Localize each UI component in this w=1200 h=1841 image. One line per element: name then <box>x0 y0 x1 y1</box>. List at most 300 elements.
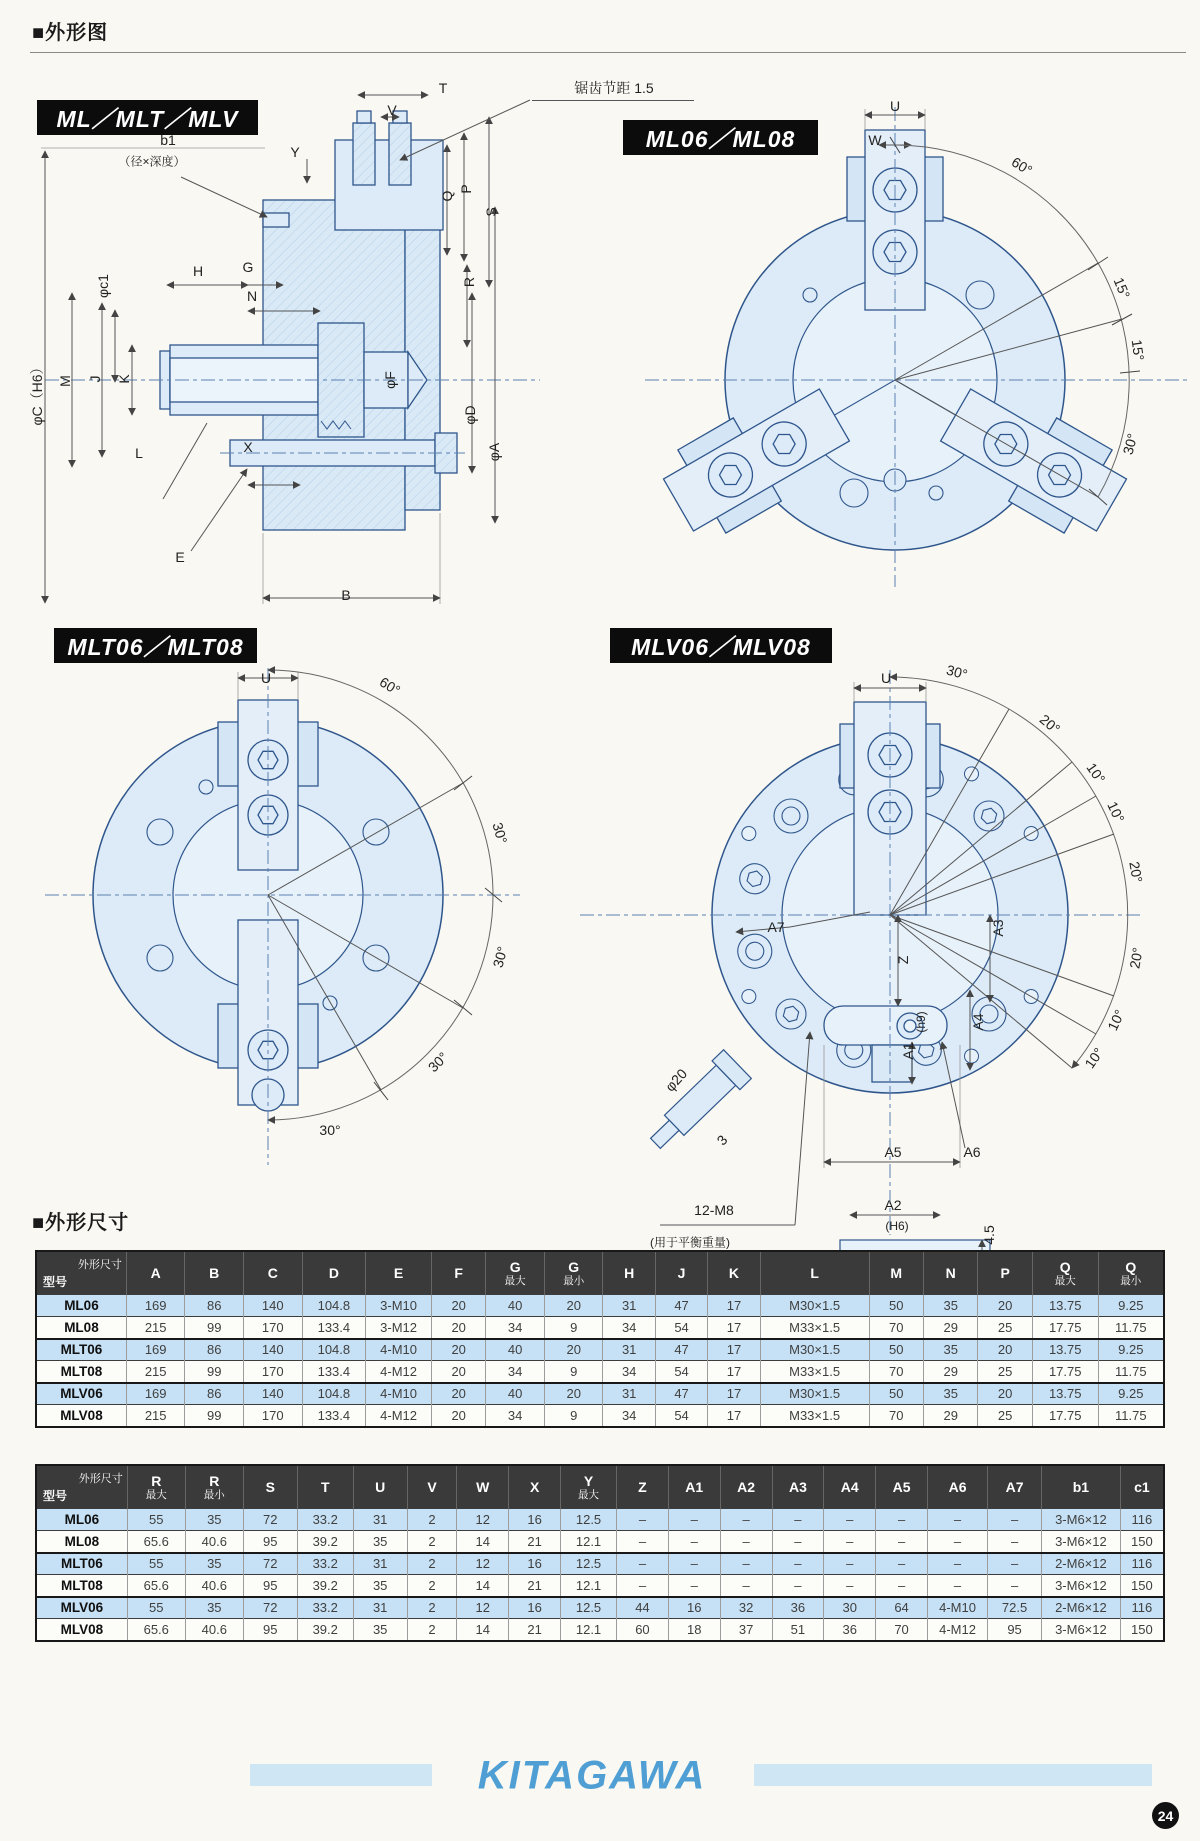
col-header-c1: c1 <box>1120 1465 1164 1509</box>
cell: – <box>668 1553 720 1575</box>
cell: 34 <box>486 1405 545 1427</box>
dim-label-h9: (h9) <box>914 1011 928 1033</box>
col-header-B: B <box>185 1251 244 1295</box>
col-header-Z: Z <box>617 1465 669 1509</box>
cell: 150 <box>1120 1575 1164 1597</box>
angle-label: 30° <box>319 1122 341 1138</box>
dim-label-a2: A2 <box>884 1197 902 1213</box>
col-header-J: J <box>655 1251 707 1295</box>
cell: 39.2 <box>297 1531 353 1553</box>
cell: 51 <box>772 1619 824 1641</box>
cell: 32 <box>720 1597 772 1619</box>
col-header-E: E <box>366 1251 432 1295</box>
cell: – <box>720 1575 772 1597</box>
cell: 65.6 <box>127 1531 185 1553</box>
cell: 4-M12 <box>366 1405 432 1427</box>
dim-label-phi-f: φF <box>382 371 398 389</box>
angle-label: 15° <box>1128 338 1148 362</box>
col-header-L: L <box>760 1251 869 1295</box>
cell: – <box>720 1553 772 1575</box>
chuck-body-section <box>160 111 457 530</box>
col-header-A1: A1 <box>668 1465 720 1509</box>
dim-label-r: R <box>461 276 477 288</box>
cell: 40 <box>486 1339 545 1361</box>
cell: 34 <box>486 1317 545 1339</box>
col-header-N: N <box>923 1251 977 1295</box>
cell: – <box>927 1553 987 1575</box>
dimensions-table-2 <box>35 1464 1165 1642</box>
cell: 11.75 <box>1098 1317 1164 1339</box>
angle-label: 30° <box>1119 431 1141 457</box>
angle-label: 30° <box>424 1048 452 1076</box>
cell: 72 <box>243 1597 297 1619</box>
badge-ml06-ml08: ML06／ML08 <box>623 120 818 155</box>
angle-label: 20° <box>1126 946 1146 970</box>
cell: 33.2 <box>297 1509 353 1531</box>
cell: 13.75 <box>1032 1295 1098 1317</box>
cell: – <box>824 1509 876 1531</box>
dim-label-phi-a: φA <box>486 442 502 462</box>
cell: 2 <box>407 1509 457 1531</box>
cell: 2 <box>407 1575 457 1597</box>
dim-label-3: 3 <box>713 1131 731 1149</box>
row-model: ML08 <box>36 1317 126 1339</box>
cell: 20 <box>431 1317 485 1339</box>
footer-bar-right <box>754 1764 1152 1786</box>
table-row-MLV06 <box>36 1383 1164 1405</box>
cell: 55 <box>127 1597 185 1619</box>
dim-label-n: N <box>246 288 258 304</box>
row-model: ML06 <box>36 1509 127 1531</box>
row-model: MLT08 <box>36 1575 127 1597</box>
cell: 2-M6×12 <box>1042 1597 1121 1619</box>
cell: – <box>988 1509 1042 1531</box>
angle-label: 10° <box>1104 1007 1128 1033</box>
divider <box>30 52 1186 53</box>
cell: – <box>927 1509 987 1531</box>
cell: 13.75 <box>1032 1383 1098 1405</box>
cell: 34 <box>603 1405 655 1427</box>
cell: 3-M6×12 <box>1042 1575 1121 1597</box>
dim-label-t: T <box>438 80 448 96</box>
dim-label-a1: A1 <box>900 1042 916 1060</box>
badge-mlv06-mlv08: MLV06／MLV08 <box>610 628 832 663</box>
dim-label-l: L <box>135 445 143 461</box>
dim-label-saw-pitch: 锯齿节距 1.5 <box>574 80 654 96</box>
cell: 35 <box>353 1619 407 1641</box>
cell: 35 <box>923 1339 977 1361</box>
row-model: MLT08 <box>36 1361 126 1383</box>
page-number: 24 <box>1152 1802 1179 1829</box>
cell: 140 <box>243 1383 302 1405</box>
cell: 169 <box>126 1383 185 1405</box>
cell: 16 <box>509 1509 561 1531</box>
cell: 25 <box>978 1405 1032 1427</box>
cell: 20 <box>431 1361 485 1383</box>
cell: M33×1.5 <box>760 1405 869 1427</box>
col-header-K: K <box>708 1251 760 1295</box>
dim-label-v: V <box>387 102 397 118</box>
cell: 21 <box>509 1531 561 1553</box>
cell: 3-M6×12 <box>1042 1509 1121 1531</box>
dim-label-4-5: 4.5 <box>981 1225 997 1245</box>
cell: 17 <box>708 1295 760 1317</box>
angle-label: 10° <box>1083 759 1109 787</box>
cell: 29 <box>923 1405 977 1427</box>
cell: 20 <box>544 1383 603 1405</box>
table-row-MLV08 <box>36 1619 1164 1641</box>
row-model: MLV08 <box>36 1619 127 1641</box>
dim-label-m: M <box>57 375 73 387</box>
dim-label-a3: A3 <box>990 919 1006 937</box>
cell: 44 <box>617 1597 669 1619</box>
col-header-G: G 最小 <box>544 1251 603 1295</box>
cell: 9 <box>544 1317 603 1339</box>
angle-label: 30° <box>489 944 511 970</box>
cell: 3-M6×12 <box>1042 1619 1121 1641</box>
col-header-b1: b1 <box>1042 1465 1121 1509</box>
col-header-G: G 最大 <box>486 1251 545 1295</box>
cell: 140 <box>243 1295 302 1317</box>
cell: – <box>617 1553 669 1575</box>
cell: 47 <box>655 1295 707 1317</box>
cell: 4-M12 <box>927 1619 987 1641</box>
dim-label-x: X <box>243 439 253 455</box>
col-header-H: H <box>603 1251 655 1295</box>
drawing-section-view <box>15 55 560 615</box>
dim-label-b1: b1 <box>160 132 176 148</box>
cell: 29 <box>923 1361 977 1383</box>
angle-label: 60° <box>376 673 404 699</box>
cell: – <box>617 1509 669 1531</box>
cell: 40.6 <box>185 1575 243 1597</box>
col-header-A: A <box>126 1251 185 1295</box>
dim-label-q: Q <box>439 190 455 202</box>
cell: 47 <box>655 1383 707 1405</box>
cell: 35 <box>185 1553 243 1575</box>
section-title-dimensions: ■外形尺寸 <box>32 1212 130 1234</box>
cell: 65.6 <box>127 1619 185 1641</box>
cell: 20 <box>431 1339 485 1361</box>
dim-label-y: Y <box>290 144 300 160</box>
cell: 215 <box>126 1405 185 1427</box>
row-model: MLV08 <box>36 1405 126 1427</box>
cell: 20 <box>431 1383 485 1405</box>
cell: 169 <box>126 1339 185 1361</box>
table-row-MLT06 <box>36 1553 1164 1575</box>
cell: 20 <box>544 1339 603 1361</box>
cell: 12 <box>457 1597 509 1619</box>
cell: 116 <box>1120 1597 1164 1619</box>
cell: 4-M12 <box>366 1361 432 1383</box>
dim-label-h6: (H6) <box>885 1219 909 1233</box>
cell: 37 <box>720 1619 772 1641</box>
row-model: ML06 <box>36 1295 126 1317</box>
cell: 47 <box>655 1339 707 1361</box>
dim-label-12m8: 12-M8 <box>694 1202 734 1218</box>
footer-bar-left <box>250 1764 432 1786</box>
cell: 31 <box>353 1553 407 1575</box>
col-header-A2: A2 <box>720 1465 772 1509</box>
row-model: MLT06 <box>36 1553 127 1575</box>
cell: 50 <box>869 1383 923 1405</box>
cell: 3-M6×12 <box>1042 1531 1121 1553</box>
cell: 12 <box>457 1553 509 1575</box>
cell: 72.5 <box>988 1597 1042 1619</box>
table-row-MLT08 <box>36 1575 1164 1597</box>
cell: 31 <box>353 1509 407 1531</box>
brand-logo: KITAGAWA <box>477 1753 707 1798</box>
cell: 39.2 <box>297 1619 353 1641</box>
dim-label-b: B <box>341 587 351 603</box>
cell: 65.6 <box>127 1575 185 1597</box>
cell: 55 <box>127 1553 185 1575</box>
cell: 20 <box>978 1383 1032 1405</box>
cell: 17 <box>708 1361 760 1383</box>
dim-label-u: U <box>889 98 901 114</box>
row-model: ML08 <box>36 1531 127 1553</box>
cell: 25 <box>978 1361 1032 1383</box>
col-header-V: V <box>407 1465 457 1509</box>
cell: 29 <box>923 1317 977 1339</box>
col-header-P: P <box>978 1251 1032 1295</box>
cell: – <box>772 1509 824 1531</box>
table-row-ML06 <box>36 1509 1164 1531</box>
table-row-MLV08 <box>36 1405 1164 1427</box>
cell: 39.2 <box>297 1575 353 1597</box>
col-header-Q: Q 最小 <box>1098 1251 1164 1295</box>
cell: – <box>876 1531 928 1553</box>
cell: 20 <box>431 1405 485 1427</box>
cell: 50 <box>869 1295 923 1317</box>
cell: 99 <box>185 1405 244 1427</box>
row-model: MLV06 <box>36 1383 126 1405</box>
dim-label-a6: A6 <box>963 1144 981 1160</box>
cell: 17.75 <box>1032 1361 1098 1383</box>
cell: 12.1 <box>561 1619 617 1641</box>
cell: – <box>988 1553 1042 1575</box>
cell: 17 <box>708 1339 760 1361</box>
cell: 150 <box>1120 1619 1164 1641</box>
dim-label-phi20: φ20 <box>661 1065 691 1095</box>
angle-label: 10° <box>1104 799 1128 825</box>
cell: 40 <box>486 1383 545 1405</box>
cell: 104.8 <box>302 1295 366 1317</box>
cell: 54 <box>655 1405 707 1427</box>
cell: 104.8 <box>302 1339 366 1361</box>
cell: – <box>720 1509 772 1531</box>
cell: 2 <box>407 1597 457 1619</box>
cell: 104.8 <box>302 1383 366 1405</box>
col-header-R: R 最大 <box>127 1465 185 1509</box>
cell: 72 <box>243 1509 297 1531</box>
cell: 11.75 <box>1098 1361 1164 1383</box>
cell: 20 <box>978 1339 1032 1361</box>
dim-label-phi-c: φC（H6） <box>29 360 45 426</box>
cell: 12.1 <box>561 1575 617 1597</box>
table-row-MLV06 <box>36 1597 1164 1619</box>
cell: 2 <box>407 1619 457 1641</box>
dim-label-j: J <box>87 375 103 383</box>
cell: 34 <box>603 1361 655 1383</box>
cell: 215 <box>126 1361 185 1383</box>
cell: 34 <box>486 1361 545 1383</box>
cell: 2 <box>407 1531 457 1553</box>
table-row-MLT08 <box>36 1361 1164 1383</box>
cell: 35 <box>353 1531 407 1553</box>
dim-label-h: H <box>192 263 204 279</box>
cell: – <box>772 1531 824 1553</box>
cell: 50 <box>869 1339 923 1361</box>
col-header-X: X <box>509 1465 561 1509</box>
cell: 116 <box>1120 1509 1164 1531</box>
cell: – <box>668 1531 720 1553</box>
cell: 9.25 <box>1098 1295 1164 1317</box>
cell: 140 <box>243 1339 302 1361</box>
cell: 9.25 <box>1098 1339 1164 1361</box>
cell: 170 <box>243 1317 302 1339</box>
cell: 9.25 <box>1098 1383 1164 1405</box>
cell: 30 <box>824 1597 876 1619</box>
cell: – <box>927 1531 987 1553</box>
cell: – <box>876 1553 928 1575</box>
dim-label-z: Z <box>895 955 911 965</box>
angle-label: 20° <box>1036 711 1064 737</box>
col-header-T: T <box>297 1465 353 1509</box>
col-header-A3: A3 <box>772 1465 824 1509</box>
cell: 12.5 <box>561 1509 617 1531</box>
angle-label: 20° <box>1126 860 1146 884</box>
cell: M33×1.5 <box>760 1317 869 1339</box>
col-header-A7: A7 <box>988 1465 1042 1509</box>
cell: 35 <box>353 1575 407 1597</box>
cell: 31 <box>353 1597 407 1619</box>
dim-label-w: W <box>868 132 882 148</box>
cell: 18 <box>668 1619 720 1641</box>
cell: 170 <box>243 1405 302 1427</box>
cell: – <box>617 1575 669 1597</box>
dim-label-balance-note: (用于平衡重量) <box>650 1235 730 1250</box>
cell: – <box>876 1509 928 1531</box>
cell: 70 <box>869 1361 923 1383</box>
cell: 14 <box>457 1531 509 1553</box>
cell: 36 <box>824 1619 876 1641</box>
leader-line <box>532 100 694 101</box>
cell: 34 <box>603 1317 655 1339</box>
col-header-C: C <box>243 1251 302 1295</box>
cell: 20 <box>978 1295 1032 1317</box>
balance-bolt-side-view <box>642 1050 752 1158</box>
cell: 133.4 <box>302 1317 366 1339</box>
cell: – <box>668 1509 720 1531</box>
cell: 12.5 <box>561 1597 617 1619</box>
cell: – <box>824 1553 876 1575</box>
table-corner-header: 外形尺寸 型号 <box>36 1465 127 1509</box>
dim-label-u: U <box>880 670 892 686</box>
cell: 14 <box>457 1575 509 1597</box>
cell: 40 <box>486 1295 545 1317</box>
col-header-A6: A6 <box>927 1465 987 1509</box>
cell: 20 <box>431 1295 485 1317</box>
cell: 21 <box>509 1575 561 1597</box>
col-header-Q: Q 最大 <box>1032 1251 1098 1295</box>
cell: 17 <box>708 1405 760 1427</box>
col-header-W: W <box>457 1465 509 1509</box>
cell: – <box>988 1531 1042 1553</box>
cell: 54 <box>655 1317 707 1339</box>
cell: 11.75 <box>1098 1405 1164 1427</box>
cell: 72 <box>243 1553 297 1575</box>
cell: 95 <box>243 1575 297 1597</box>
section-title-outline-drawing: ■外形图 <box>32 22 109 44</box>
cell: 150 <box>1120 1531 1164 1553</box>
table-row-MLT06 <box>36 1339 1164 1361</box>
cell: 70 <box>869 1405 923 1427</box>
angle-label: 15° <box>1110 275 1134 301</box>
cell: 55 <box>127 1509 185 1531</box>
cell: 20 <box>544 1295 603 1317</box>
cell: 31 <box>603 1383 655 1405</box>
dim-label-p: P <box>458 184 474 194</box>
cell: 4-M10 <box>366 1383 432 1405</box>
dim-label-a4: A4 <box>970 1013 986 1031</box>
cell: 40.6 <box>185 1531 243 1553</box>
angle-label: 30° <box>489 820 511 846</box>
dim-label-u: U <box>260 670 272 686</box>
table-corner-header: 外形尺寸 型号 <box>36 1251 126 1295</box>
cell: 33.2 <box>297 1553 353 1575</box>
cell: 21 <box>509 1619 561 1641</box>
cell: 13.75 <box>1032 1339 1098 1361</box>
col-header-A5: A5 <box>876 1465 928 1509</box>
cell: 35 <box>185 1509 243 1531</box>
cell: 4-M10 <box>366 1339 432 1361</box>
cell: 33.2 <box>297 1597 353 1619</box>
dim-label-a5: A5 <box>884 1144 902 1160</box>
cell: 86 <box>185 1295 244 1317</box>
cell: 60 <box>617 1619 669 1641</box>
cell: – <box>876 1575 928 1597</box>
cell: 9 <box>544 1405 603 1427</box>
col-header-F: F <box>431 1251 485 1295</box>
dimensions-table-1 <box>35 1250 1165 1428</box>
col-header-R: R 最小 <box>185 1465 243 1509</box>
col-header-A4: A4 <box>824 1465 876 1509</box>
cell: 12.1 <box>561 1531 617 1553</box>
cell: – <box>617 1531 669 1553</box>
cell: 17.75 <box>1032 1405 1098 1427</box>
angle-label: 60° <box>1008 153 1036 179</box>
dim-label-phi-d: φD <box>462 405 478 425</box>
cell: – <box>772 1553 824 1575</box>
angle-label: 30° <box>944 661 970 683</box>
cell: 95 <box>243 1531 297 1553</box>
row-model: MLT06 <box>36 1339 126 1361</box>
cell: – <box>720 1531 772 1553</box>
cell: – <box>824 1575 876 1597</box>
cell: 16 <box>509 1553 561 1575</box>
cell: 133.4 <box>302 1361 366 1383</box>
cell: 133.4 <box>302 1405 366 1427</box>
table-row-ML08 <box>36 1317 1164 1339</box>
cell: 14 <box>457 1619 509 1641</box>
col-header-Y: Y 最大 <box>561 1465 617 1509</box>
cell: 64 <box>876 1597 928 1619</box>
badge-ml-mlt-mlv: ML／MLT／MLV <box>37 100 258 135</box>
cell: 99 <box>185 1317 244 1339</box>
col-header-U: U <box>353 1465 407 1509</box>
cell: 16 <box>668 1597 720 1619</box>
